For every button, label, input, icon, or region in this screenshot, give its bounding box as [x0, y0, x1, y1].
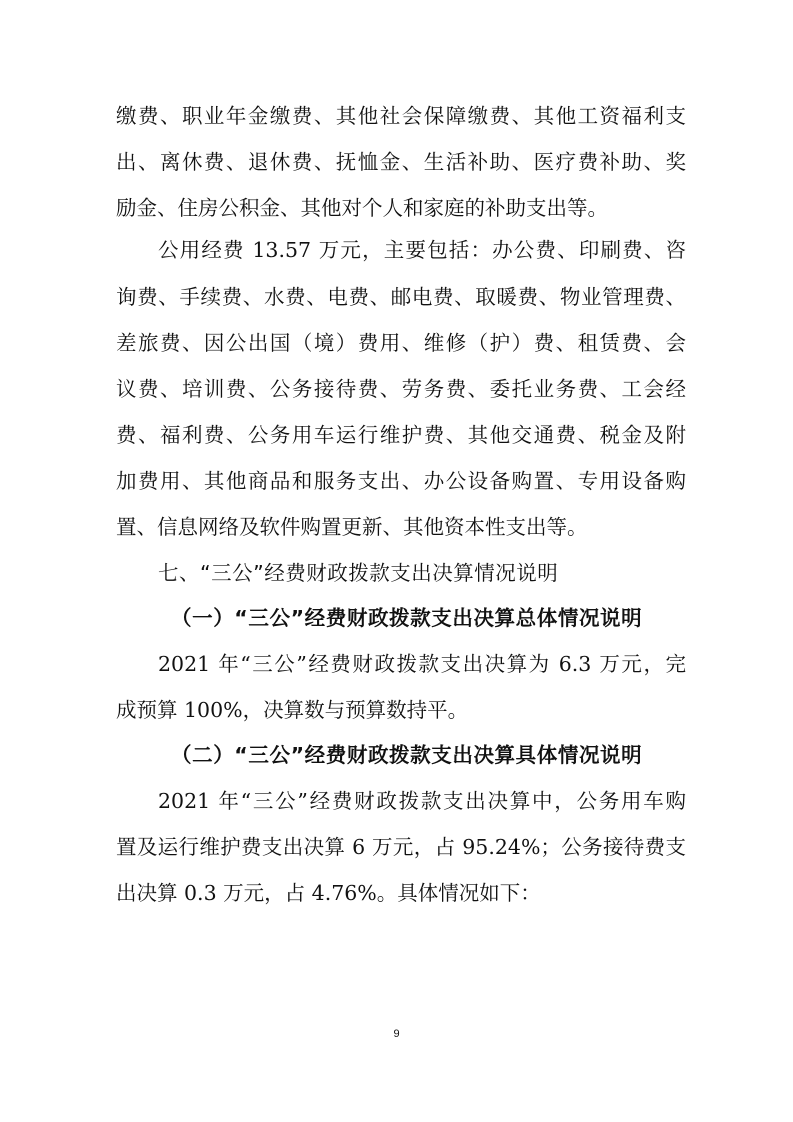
subsection-heading-2: （二）“三公”经费财政拨款支出决算具体情况说明	[171, 743, 643, 767]
subsection-heading-1: （一）“三公”经费财政拨款支出决算总体情况说明	[171, 606, 643, 630]
paragraph-line: 2021 年“三公”经费财政拨款支出决算中，公务用车购	[158, 789, 686, 813]
paragraph-line: 出决算 0.3 万元，占 4.76%。具体情况如下：	[116, 881, 541, 905]
paragraph-line: 2021 年“三公”经费财政拨款支出决算为 6.3 万元，完	[158, 652, 686, 676]
paragraph-line: 差旅费、因公出国（境）费用、维修（护）费、租赁费、会	[116, 331, 686, 355]
paragraph-line: 置及运行维护费支出决算 6 万元，占 95.24%；公务接待费支	[116, 835, 686, 859]
paragraph-line: 成预算 100%，决算数与预算数持平。	[116, 698, 469, 722]
section-heading: 七、“三公”经费财政拨款支出决算情况说明	[158, 561, 559, 585]
paragraph-line: 励金、住房公积金、其他对个人和家庭的补助支出等。	[116, 196, 608, 220]
paragraph-line: 费、福利费、公务用车运行维护费、其他交通费、税金及附	[116, 423, 686, 447]
paragraph-line: 置、信息网络及软件购置更新、其他资本性支出等。	[116, 515, 588, 539]
paragraph-line: 议费、培训费、公务接待费、劳务费、委托业务费、工会经	[116, 377, 686, 401]
page-number: 9	[393, 1028, 400, 1040]
paragraph-line: 出、离休费、退休费、抚恤金、生活补助、医疗费补助、奖	[116, 150, 686, 174]
paragraph-line: 缴费、职业年金缴费、其他社会保障缴费、其他工资福利支	[116, 104, 686, 128]
paragraph-line: 询费、手续费、水费、电费、邮电费、取暖费、物业管理费、	[116, 285, 686, 309]
paragraph-line: 加费用、其他商品和服务支出、办公设备购置、专用设备购	[116, 469, 686, 493]
paragraph-line: 公用经费 13.57 万元，主要包括：办公费、印刷费、咨	[158, 238, 686, 262]
